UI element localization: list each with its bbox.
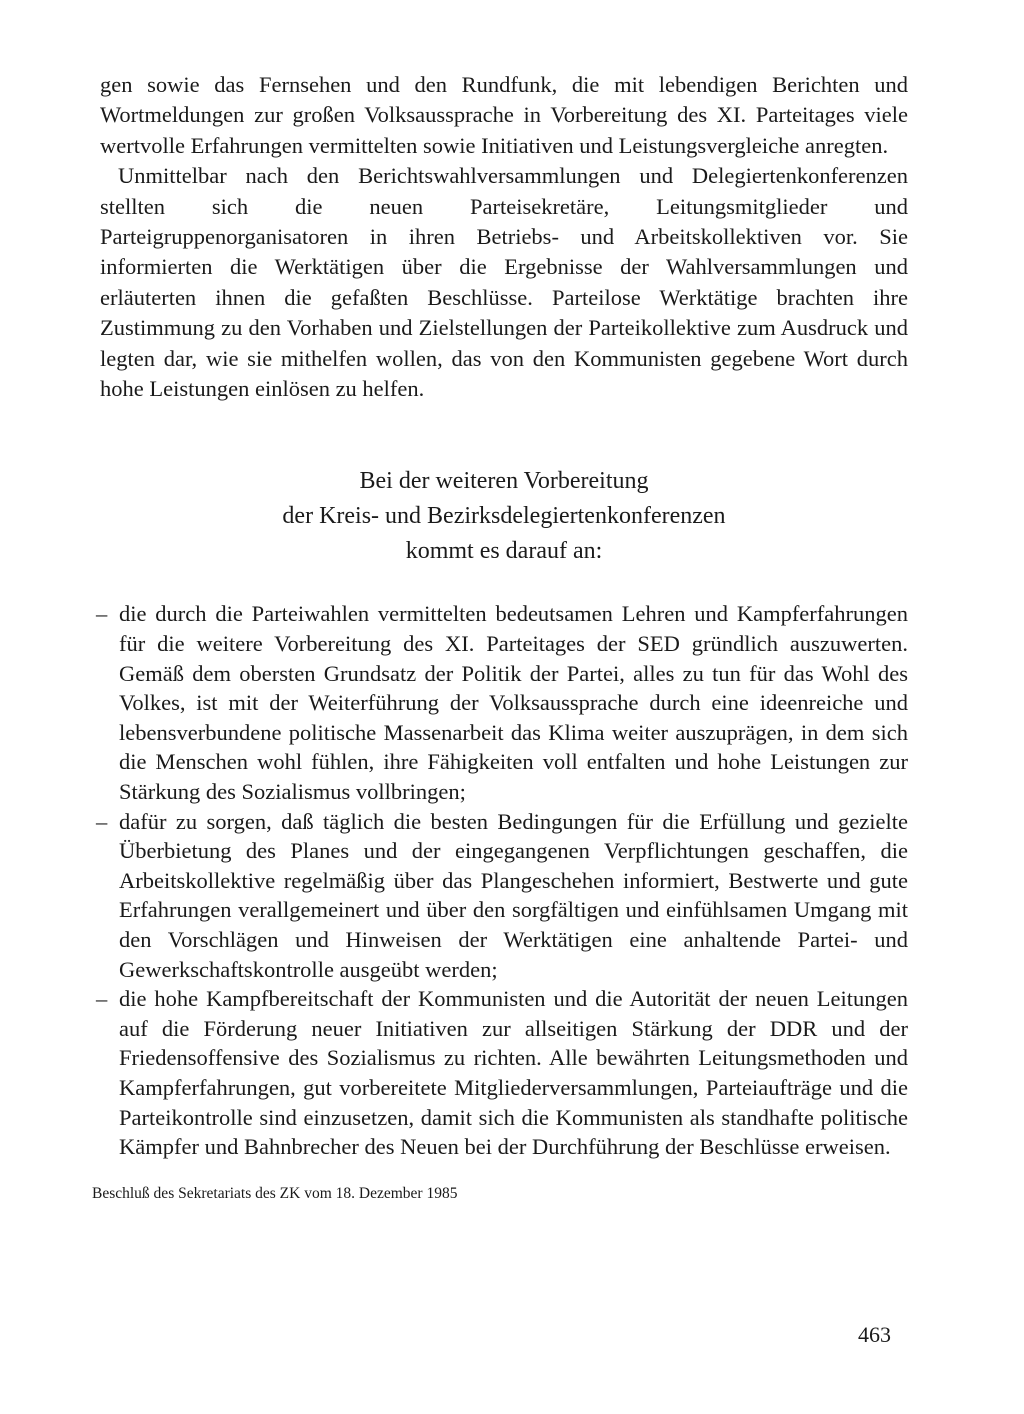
page-body [92,70,908,1204]
list-item-text: die durch die Parteiwahlen vermittelten bedeutsamen Lehren und Kampferfahrungen für die weitere Vorbereitung des XI. Parteitages der SED gründlich auszuwerten. Gemäß dem obersten Grundsatz der Politik der Partei, alles zu tun für das Wohl des Volkes, ist mit der Weiterführung der Volksaussprache durch eine ideenreiche und lebensverbundene politische Massenarbeit das Klima weiter auszuprägen, in dem sich die Menschen wohl fühlen, ihre Fähigkeiten voll entfalten und hohe Leistungen zur Stärkung des Sozialismus vollbringen; [119,601,908,805]
heading-line-1: Bei der weiteren Vorbereitung [359,468,649,495]
task-list [96,599,908,1161]
paragraph-1: gen sowie das Fernsehen und den Rundfunk, die mit lebendigen Berichten und Wortmeldungen zur großen Volksaussprache in Vorbereitung des XI. Parteitages viele wertvolle Erfahrungen vermittelten sowie Initiativen und Leistungsvergleiche anregten. [100,72,908,158]
dash-marker: – [96,808,108,834]
dash-marker: – [96,986,108,1012]
heading-line-2: der Kreis- und Bezirksdelegiertenkonferenzen [282,503,726,530]
page-number: 463 [858,1322,891,1347]
paragraph-2: Unmittelbar nach den Berichtswahlversammlungen und Delegiertenkonferenzen stellten sich die neuen Parteisekretäre, Leitungsmitglieder und Parteigruppenorganisatoren in ihren Betriebs- und Arbeitskollektiven vor. Sie informierten die Werktätigen über die Ergebnisse der Wahlversammlungen und erläuterten ihnen die gefaßten Beschlüsse. Parteilose Werktätige brachten ihre Zustimmung zu den Vorhaben und Zielstellungen der Parteikollektive zum Ausdruck und legten dar, wie sie mithelfen wollen, das von den Kommunisten gegebene Wort durch hohe Leistungen einlösen zu helfen. [100,163,908,402]
heading-line-3: kommt es darauf an: [405,538,603,565]
section-heading [100,464,908,569]
list-item [96,984,908,1162]
list-item-text: die hohe Kampfbereitschaft der Kommunisten und die Autorität der neuen Leitungen auf die Förderung neuer Initiativen zur allseitigen Stärkung der DDR und der Friedensoffensive des Sozialismus zu richten. Alle bewährten Leitungsmethoden und Kampferfahrungen, gut vorbereitete Mitgliederversammlungen, Parteiaufträge und die Parteikontrolle sind einzusetzen, damit sich die Kommunisten als standhafte politische Kämpfer und Bahnbrecher des Neuen bei der Durchführung der Beschlüsse erweisen. [119,986,908,1160]
list-item-text: dafür zu sorgen, daß täglich die besten Bedingungen für die Erfüllung und gezielte Überbietung des Planes und der eingegangenen Verpflichtungen geschaffen, die Arbeitskollektive regelmäßig über das Plangeschehen informiert, Bestwerte und gute Erfahrungen verallgemeinert und über den sorgfältigen und einfühlsamen Umgang mit den Vorschlägen und Hinweisen der Werktätigen eine anhaltende Partei- und Gewerkschaftskontrolle ausgeübt werden; [119,808,908,982]
dash-marker: – [96,601,108,627]
list-item [96,807,908,985]
list-item [96,599,908,806]
source-footnote: Beschluß des Sekretariats des ZK vom 18. Dezember 1985 [92,1184,458,1202]
